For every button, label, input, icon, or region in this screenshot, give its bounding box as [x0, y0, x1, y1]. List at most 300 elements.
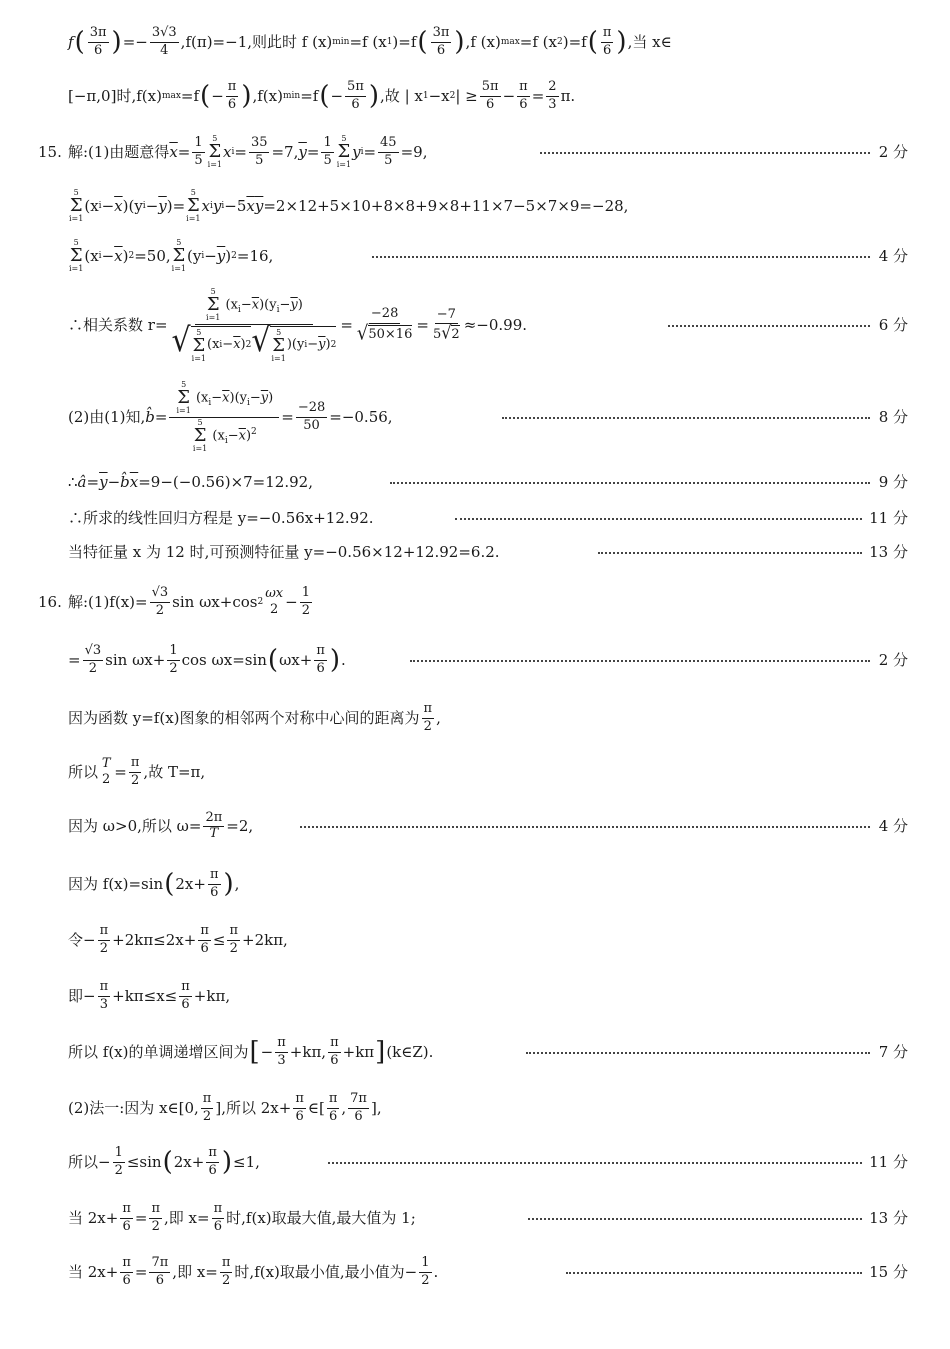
sum-bottom: i=1 [207, 160, 222, 169]
num: 1 [113, 1146, 125, 1162]
t: ], [370, 1098, 382, 1117]
t: +kπ, [193, 986, 231, 1005]
frac [198, 924, 211, 956]
lparen: ( [267, 644, 279, 675]
den: 2 [423, 718, 432, 734]
frac [517, 80, 530, 112]
num: √3 [83, 644, 104, 660]
t: =7, [271, 142, 299, 161]
t: = [363, 142, 377, 161]
num: π [327, 1092, 340, 1108]
ybar: $\overline{y}$ [99, 472, 108, 491]
t: − [279, 297, 291, 312]
q16-line-12 [0, 1188, 950, 1248]
frac [167, 644, 179, 676]
sqrt [356, 321, 413, 345]
line-prev-2-text [68, 66, 575, 126]
t: ∴相关系数 r= [68, 315, 168, 334]
num [195, 288, 313, 325]
t: ],所以 2x+ [215, 1098, 292, 1117]
t: (x [207, 337, 220, 353]
t: ≤sin [126, 1152, 162, 1171]
den: 3 [548, 96, 557, 112]
t: =2, [226, 816, 254, 835]
sup: 2 [128, 250, 135, 261]
q15-line-4-text [68, 286, 528, 363]
sqrt [251, 320, 337, 363]
sub: i [210, 200, 213, 211]
t: (x [84, 196, 99, 215]
t: y [352, 142, 361, 161]
t: ) [240, 337, 246, 353]
num: π [422, 702, 435, 718]
lparen: ( [417, 26, 428, 57]
sum-sign: Σ [69, 195, 83, 216]
sum [208, 135, 222, 169]
frac [300, 586, 312, 618]
den: 6 [227, 96, 237, 112]
ybar: $\overline{y}$ [216, 246, 226, 265]
score: 13 分 [869, 1208, 908, 1227]
t: 因为函数 y=f(x)图象的相邻两个对称中心间的距离为 [68, 708, 420, 727]
num: π [227, 924, 240, 940]
t: − [502, 86, 516, 105]
t: 因为 ω>0,所以 ω= [68, 816, 202, 835]
leader-dots [455, 518, 862, 520]
t: −5 [224, 196, 247, 215]
frac [227, 924, 240, 956]
t: (x [195, 390, 209, 406]
q16-line-2-text [68, 630, 346, 690]
t: ,f(π)=−1,则此时 f (x) [180, 32, 333, 51]
frac [83, 644, 104, 676]
t: , [436, 708, 441, 727]
frac [88, 26, 109, 58]
leader-dots [566, 1272, 862, 1274]
sum-top: 5 [176, 238, 182, 247]
score: 11 分 [869, 1152, 908, 1171]
t: )(y [286, 337, 305, 353]
t: = [134, 1208, 148, 1227]
ybar: $\overline{y}$ [290, 297, 298, 312]
frac [120, 1202, 133, 1234]
q15-line-1-text [68, 122, 427, 182]
sum-top: 5 [212, 134, 218, 143]
q16-line-10 [0, 1078, 950, 1138]
t: +kπ≤x≤ [112, 986, 178, 1005]
q16-line-12-text [68, 1188, 416, 1248]
num: π [198, 924, 211, 940]
t: − [227, 428, 239, 444]
num: π [206, 1146, 219, 1162]
den: 6 [603, 42, 612, 58]
sum-bottom: i=1 [192, 444, 208, 453]
num: 35 [249, 136, 270, 152]
frac [98, 980, 111, 1012]
rparen: ) [454, 26, 465, 57]
num: −28 [369, 307, 400, 323]
t: (x [212, 428, 225, 444]
den: T [209, 826, 219, 841]
num: π [220, 1256, 233, 1272]
sub: min [282, 90, 301, 101]
t: =− [122, 32, 148, 51]
den: 6 [200, 940, 209, 956]
num: 2 [546, 80, 558, 96]
t: 2x+ [173, 1152, 205, 1171]
sum-top: 5 [73, 188, 79, 197]
sum-bottom: i=1 [336, 160, 352, 169]
num: 1 [321, 136, 333, 152]
t: = [134, 1262, 148, 1281]
sub: max [161, 90, 181, 101]
b-hat [145, 407, 155, 426]
num: 3√3 [150, 26, 179, 42]
sum [206, 288, 220, 322]
den: 5 [323, 152, 332, 168]
frac [249, 136, 270, 168]
num: π [275, 1036, 288, 1052]
t: ) [225, 246, 232, 265]
frac [296, 401, 327, 433]
rparen: ) [241, 80, 252, 111]
t: =9, [400, 142, 428, 161]
sum-bottom: i=1 [171, 264, 186, 273]
t: 即− [68, 986, 96, 1005]
num: 2π [203, 811, 224, 827]
den: 6 [213, 1218, 222, 1234]
num: 5π [345, 80, 366, 96]
t: . [341, 650, 346, 669]
frac [431, 308, 462, 343]
rparen: ) [223, 868, 234, 899]
t: ≈−0.99. [463, 315, 528, 334]
q16-line-4-text [68, 742, 205, 802]
frac [275, 1036, 288, 1068]
score: 6 分 [878, 315, 908, 334]
sum-bottom: i=1 [271, 353, 286, 363]
t: +kπ [342, 1042, 375, 1061]
t: 令− [68, 930, 96, 949]
lparen: ( [164, 868, 175, 899]
den: 2 [131, 772, 140, 788]
t: = [416, 315, 429, 334]
sum-top: 5 [276, 327, 282, 337]
q16-line-13 [0, 1242, 950, 1302]
q16-line-5 [0, 796, 950, 856]
xbar: $\overline{x}$ [114, 196, 123, 215]
den: 6 [122, 1218, 131, 1234]
t: ) [245, 428, 252, 444]
xbar: $\overline{x}$ [246, 196, 255, 215]
num: π [601, 26, 614, 42]
t: = [340, 315, 353, 334]
t: ) [122, 246, 129, 265]
t: =f [180, 86, 200, 105]
ybar: $\overline{y}$ [260, 390, 269, 406]
frac [212, 1202, 225, 1234]
t: − [285, 592, 298, 611]
sub: i [98, 200, 102, 211]
sum-bottom: i=1 [69, 264, 84, 273]
t: ωx+ [279, 650, 313, 669]
sqrt [441, 322, 460, 343]
t: b [120, 472, 130, 491]
t: )(y [229, 390, 247, 406]
leader-dots [328, 1162, 862, 1164]
t: )=f [562, 32, 587, 51]
t: = [68, 650, 81, 669]
t: π. [560, 86, 576, 105]
t: ,f(x) [252, 86, 283, 105]
radicand: 2 [451, 327, 460, 342]
num: π [212, 1202, 225, 1218]
t: =f (x [349, 32, 387, 51]
ybar: $\overline{y}$ [158, 196, 167, 215]
sum-sign: Σ [337, 141, 351, 162]
t: − [307, 337, 319, 353]
t: ,即 x= [172, 1262, 218, 1281]
q15-line-5-text [68, 380, 393, 453]
frac [265, 587, 283, 617]
frac [422, 702, 435, 734]
frac [431, 26, 452, 58]
q16-line-13-text [68, 1242, 438, 1302]
t: = [114, 762, 127, 781]
t: − [211, 86, 224, 105]
sub: 1 [422, 90, 429, 101]
frac [480, 80, 501, 112]
frac [149, 1256, 170, 1288]
score: 8 分 [878, 407, 908, 426]
t: =50, [134, 246, 171, 265]
t: x [201, 196, 210, 215]
t: − [222, 337, 234, 353]
den: 3 [277, 1052, 286, 1068]
den: 2 [114, 1162, 123, 1178]
den: 6 [93, 42, 103, 58]
sum-top: 5 [210, 286, 216, 296]
sup: 2 [251, 427, 257, 438]
sum-bottom: i=1 [186, 214, 201, 223]
t: =9−(−0.56)×7=12.92, [138, 472, 313, 491]
q15-line-4 [0, 286, 950, 363]
den [190, 418, 259, 453]
sub: i [208, 398, 212, 409]
xbar: $\overline{x}$ [238, 428, 246, 444]
q16-line-4 [0, 742, 950, 802]
t: 解:(1)f(x)= [68, 592, 148, 611]
t: )(y [259, 297, 277, 312]
t: = [154, 407, 168, 426]
t: =f [300, 86, 319, 105]
score: 11 分 [869, 508, 908, 527]
den [431, 324, 462, 342]
t: 所以 [68, 762, 99, 781]
num: π [149, 1202, 162, 1218]
num: π [120, 1256, 133, 1272]
sum-top: 5 [181, 380, 187, 389]
t: 所以 f(x)的单调递增区间为 [68, 1042, 249, 1061]
sum-sign: Σ [208, 141, 222, 162]
den [355, 321, 414, 345]
xbar: $\overline{x}$ [169, 142, 178, 161]
den [170, 320, 339, 363]
frac [345, 80, 366, 112]
num: −7 [435, 308, 458, 324]
sum-top: 5 [197, 418, 203, 427]
den: 6 [181, 996, 190, 1012]
t: ) [325, 337, 331, 353]
t: − [101, 246, 115, 265]
sub: min [332, 36, 350, 47]
den: 2 [151, 1218, 160, 1234]
rbracket: ] [375, 1036, 386, 1067]
t: )(y [122, 196, 143, 215]
den: 50 [303, 417, 320, 433]
t: − [260, 1042, 274, 1061]
line-prev-1-text [68, 12, 672, 72]
t: − [204, 246, 217, 265]
score: 7 分 [878, 1042, 908, 1061]
sum [176, 381, 190, 415]
score: 13 分 [869, 542, 908, 561]
sum [69, 239, 83, 273]
t: (2)法一:因为 x∈[0, [68, 1098, 199, 1117]
num: 7π [348, 1092, 369, 1108]
score: 2 分 [878, 142, 908, 161]
leader-dots [528, 1218, 862, 1220]
t: =16, [236, 246, 274, 265]
t: ,当 x∈ [627, 32, 672, 51]
num: 1 [419, 1256, 431, 1272]
ybar: $\overline{y}$ [254, 196, 264, 215]
leader-dots [668, 325, 870, 327]
rparen: ) [368, 80, 380, 111]
num: 7π [149, 1256, 170, 1272]
t: = [234, 142, 247, 161]
frac [192, 136, 204, 168]
sum-sign: Σ [193, 425, 207, 446]
t: ,故 T=π, [143, 762, 206, 781]
num: π [201, 1092, 214, 1108]
t: (2)由(1)知, [68, 407, 146, 426]
sum-sign: Σ [172, 245, 186, 266]
t: ) [268, 390, 274, 406]
t: y [212, 196, 222, 215]
num: 3π [431, 26, 452, 42]
q15-number: 15. [38, 142, 62, 161]
t: b [145, 407, 155, 426]
frac [419, 1256, 431, 1288]
sub: i [98, 250, 102, 261]
t: ≤ [212, 930, 226, 949]
t: = [86, 472, 100, 491]
t: − [101, 196, 115, 215]
num: π [517, 80, 530, 96]
lparen: ( [162, 1146, 173, 1177]
num: π [120, 1202, 133, 1218]
den: 6 [330, 1052, 339, 1068]
t: ≤1, [233, 1152, 260, 1171]
sub: i [224, 436, 228, 447]
frac [546, 80, 558, 112]
sum [186, 189, 200, 223]
den: 6 [519, 96, 528, 112]
sup: 2 [231, 250, 237, 261]
t: 因为 f(x)=sin [68, 874, 164, 893]
num: π [314, 644, 327, 660]
sum-sign: Σ [192, 334, 206, 356]
num: −28 [296, 401, 327, 417]
q16-line-8-text [68, 966, 230, 1026]
q16-line-10-text [68, 1078, 382, 1138]
score: 9 分 [878, 472, 908, 491]
rparen: ) [111, 26, 122, 57]
den: 6 [486, 96, 495, 112]
q16-line-11 [0, 1132, 950, 1192]
frac-correlation [170, 288, 339, 363]
t: )=f [392, 32, 417, 51]
t: cos ωx=sin [181, 650, 267, 669]
q15-line-8-text: 当特征量 x 为 12 时,可预测特征量 y=−0.56×12+12.92=6.2. [68, 542, 500, 561]
t: , [341, 1098, 347, 1117]
sub: i [247, 398, 250, 409]
sum-sign: Σ [69, 245, 83, 266]
sum-sign: Σ [186, 195, 200, 216]
sum [172, 239, 186, 273]
num: 45 [378, 136, 399, 152]
q16-line-6 [0, 854, 950, 914]
den: 2 [421, 1272, 430, 1288]
sum-sign: Σ [177, 387, 190, 408]
t: sin ωx+ [105, 650, 166, 669]
xbar: $\overline{x}$ [114, 246, 123, 265]
frac [150, 586, 171, 618]
radicand: 50×16 [368, 326, 413, 342]
den: 5 [194, 152, 203, 168]
frac [120, 1256, 133, 1288]
q16-line-1 [0, 572, 950, 632]
t: ∴ [68, 472, 78, 491]
t: =f (x [519, 32, 557, 51]
den: 5 [255, 152, 264, 168]
sub: i [231, 146, 235, 157]
sub: i [219, 339, 223, 350]
ybar: $\overline{y}$ [318, 337, 326, 353]
num: √3 [150, 586, 171, 602]
q15-line-3 [0, 226, 950, 286]
q16-line-2 [0, 630, 950, 690]
leader-dots [372, 256, 870, 258]
frac [208, 868, 221, 900]
t: −x [428, 86, 450, 105]
xbar: $\overline{x}$ [233, 337, 241, 353]
sum-bottom: i=1 [191, 353, 206, 363]
den: 6 [295, 1108, 304, 1124]
num: T [101, 756, 111, 772]
frac-b [169, 381, 279, 453]
sup: 2 [257, 596, 264, 607]
den: 2 [155, 602, 165, 618]
sum-sign: Σ [272, 334, 286, 356]
sum-bottom: i=1 [206, 312, 221, 322]
den: 6 [436, 42, 446, 58]
t: =2×12+5×10+8×8+9×8+11×7−5×7×9=−28, [263, 196, 629, 215]
t: x [223, 142, 232, 161]
t: f [68, 32, 74, 51]
num: 5π [480, 80, 501, 96]
